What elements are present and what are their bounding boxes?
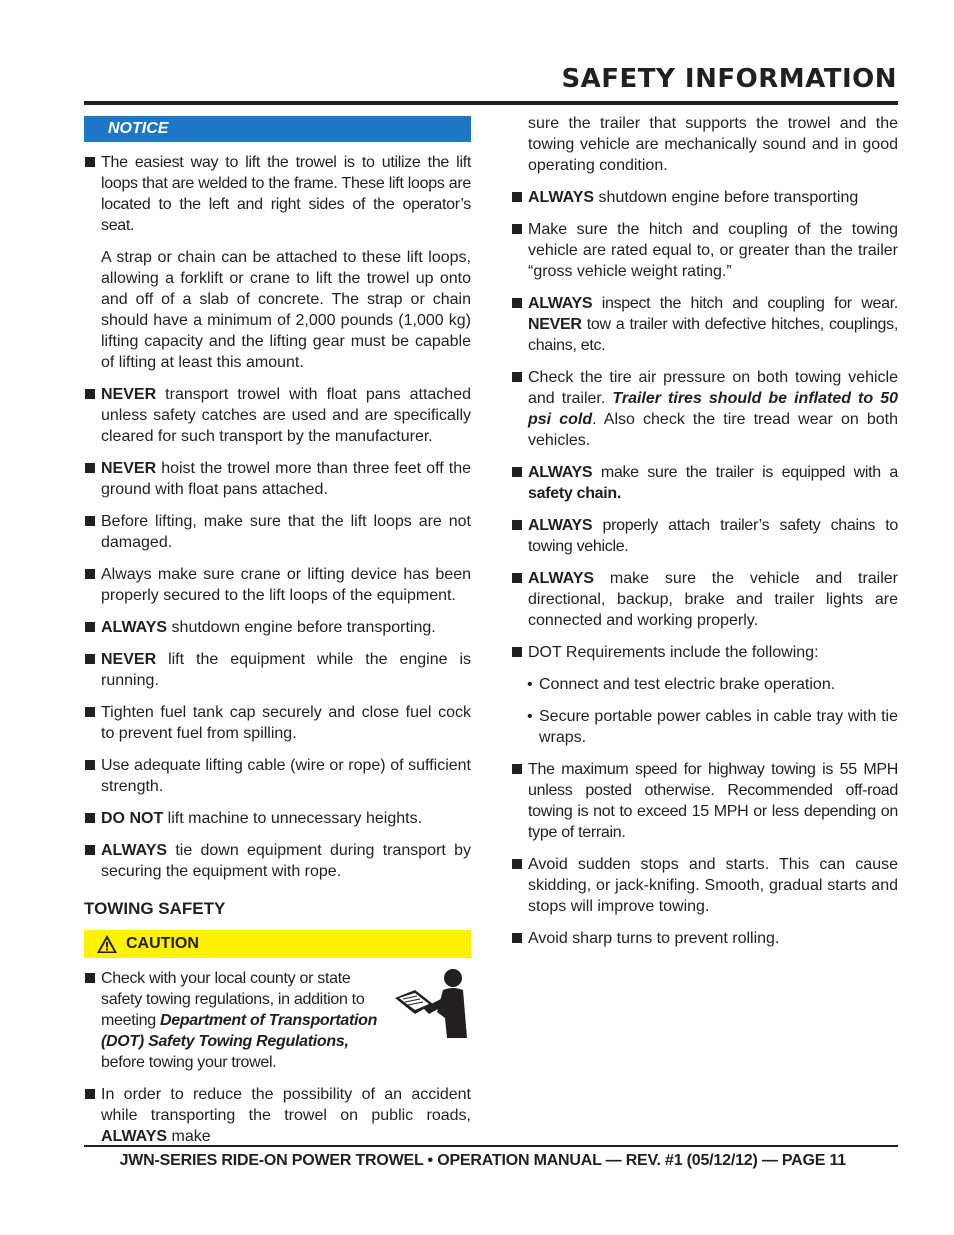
header-rule: [84, 101, 898, 105]
list-item: Avoid sharp turns to prevent rolling.: [511, 928, 898, 949]
sub-list-item: • Secure portable power cables in cable tray with tie wraps.: [527, 708, 898, 746]
list-item: Always make sure crane or lifting device has been properly secured to the lift loops of the equipment.: [84, 564, 471, 606]
list-item: Check the tire air pressure on both towing vehicle and trailer. Trailer tires should be inflated to 50 psi cold. Also check the tire tread wear on both vehicles.: [511, 367, 898, 451]
list-item: NEVER transport trowel with float pans attached unless safety catches are used and are specifically cleared for such transport by the manufacturer.: [84, 384, 471, 447]
list-item: The easiest way to lift the trowel is to utilize the lift loops that are welded to the frame. These lift loops are located to the left and right sides of the operator’s seat.: [84, 152, 471, 236]
list-item: ALWAYS make sure the vehicle and trailer directional, backup, brake and trailer lights are connected and working properly.: [511, 568, 898, 631]
warning-triangle-icon: [96, 934, 118, 954]
caution-banner: [84, 930, 471, 958]
list-item: ALWAYS inspect the hitch and coupling for wear. NEVER tow a trailer with defective hitches, couplings, chains, etc.: [511, 293, 898, 356]
right-column: [511, 113, 898, 960]
list-item: NEVER lift the equipment while the engine is running.: [84, 649, 471, 691]
page-footer: JWN-SERIES RIDE-ON POWER TROWEL • OPERATION MANUAL — REV. #1 (05/12/12) — PAGE 11: [119, 1152, 846, 1169]
list-item: Avoid sudden stops and starts. This can cause skidding, or jack-knifing. Smooth, gradual starts and stops will improve towing.: [511, 854, 898, 917]
list-item: DOT Requirements include the following:: [511, 642, 898, 663]
continued-paragraph: sure the trailer that supports the trowel and the towing vehicle are mechanically sound and in good operating condition.: [528, 115, 898, 174]
list-item: Tighten fuel tank cap securely and close fuel cock to prevent fuel from spilling.: [84, 702, 471, 744]
caution-label: CAUTION: [126, 935, 199, 952]
list-item: DO NOT lift machine to unnecessary heights.: [84, 808, 471, 829]
reader-block: [84, 968, 471, 1084]
page-title: SAFETY INFORMATION: [561, 64, 897, 94]
list-item: ALWAYS make sure the trailer is equipped with a safety chain.: [511, 462, 898, 504]
footer-rule: [84, 1145, 898, 1147]
list-item: ALWAYS tie down equipment during transport by securing the equipment with rope.: [84, 840, 471, 882]
list-item: Use adequate lifting cable (wire or rope) of sufficient strength.: [84, 755, 471, 797]
paragraph: A strap or chain can be attached to these lift loops, allowing a forklift or crane to lift the trowel up onto and off of a slab of concrete. The strap or chain should have a minimum of 2,000 pounds (1,000 kg) lifting capacity and the lifting gear must be capable of lifting at least this amount.: [101, 249, 471, 371]
list-item: NEVER hoist the trowel more than three feet off the ground with float pans attached.: [84, 458, 471, 500]
sub-list-item: • Connect and test electric brake operation.: [527, 676, 836, 693]
list-item: Make sure the hitch and coupling of the towing vehicle are rated equal to, or greater than the trailer “gross vehicle weight rating.”: [511, 219, 898, 282]
section-heading: TOWING SAFETY: [84, 899, 226, 918]
list-item: ALWAYS shutdown engine before transporting.: [84, 617, 471, 638]
list-item: The maximum speed for highway towing is 55 MPH unless posted otherwise. Recommended off-road towing is not to exceed 15 MPH or less depending on type of terrain.: [511, 759, 898, 843]
person-reading-manual-icon: [393, 968, 471, 1038]
list-item: Check with your local county or state safety towing regulations, in addition to meeting Department of Transportation (DOT) Safety Towing Regulations, before towing your trowel.: [84, 968, 385, 1073]
list-item: Before lifting, make sure that the lift loops are not damaged.: [84, 511, 471, 553]
list-item: ALWAYS properly attach trailer’s safety chains to towing vehicle.: [511, 515, 898, 557]
list-item: ALWAYS shutdown engine before transporting: [511, 187, 898, 208]
notice-banner: NOTICE: [84, 116, 471, 142]
list-item: In order to reduce the possibility of an accident while transporting the trowel on public roads, ALWAYS make: [84, 1084, 471, 1147]
left-column: [84, 116, 471, 1158]
